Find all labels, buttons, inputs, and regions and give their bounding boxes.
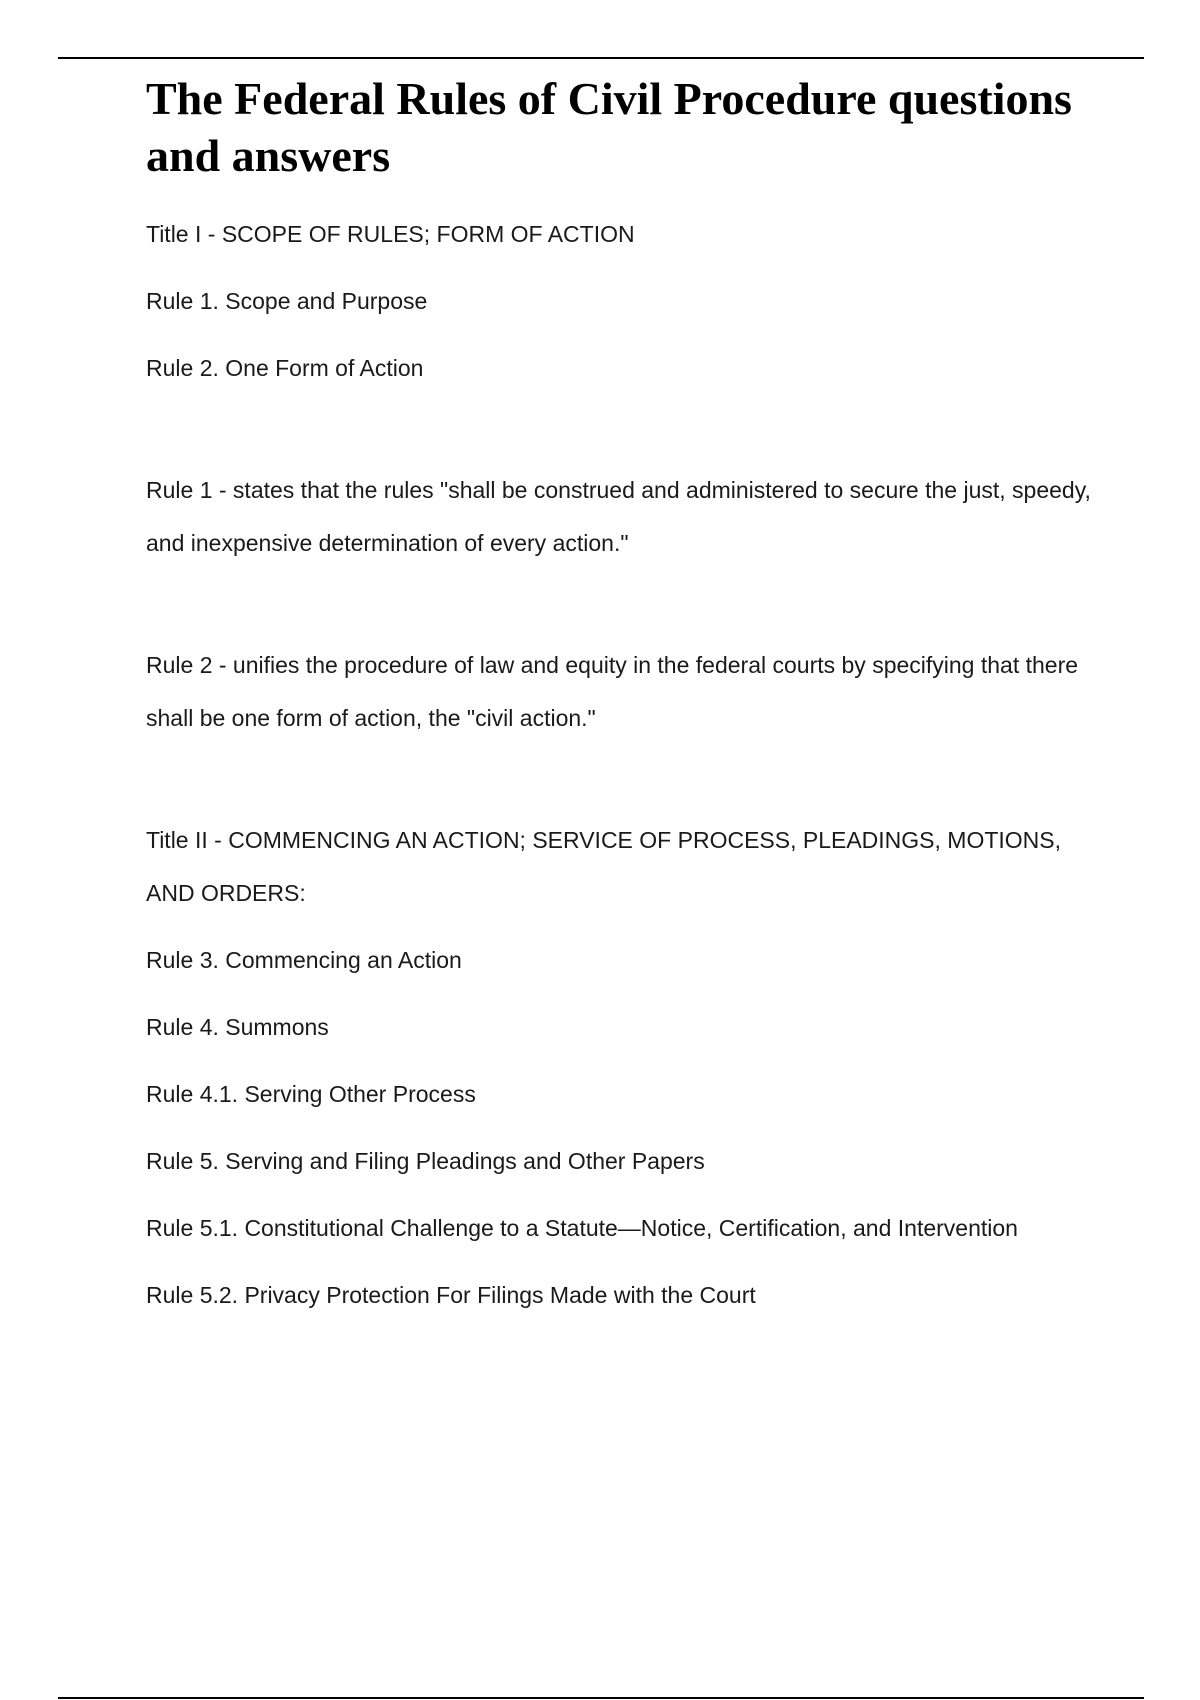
top-divider — [58, 57, 1144, 59]
rule-5-1-heading: Rule 5.1. Constitutional Challenge to a Statute—Notice, Certification, and Intervention — [146, 1215, 1018, 1241]
document-title: The Federal Rules of Civil Procedure questions and answers — [146, 73, 1072, 181]
title-one-heading: Title I - SCOPE OF RULES; FORM OF ACTION — [146, 221, 635, 247]
rule-5-2-heading: Rule 5.2. Privacy Protection For Filings Made with the Court — [146, 1282, 756, 1308]
bottom-divider — [58, 1697, 1144, 1699]
rule-4-1-heading: Rule 4.1. Serving Other Process — [146, 1081, 476, 1107]
rule-5-heading: Rule 5. Serving and Filing Pleadings and Other Papers — [146, 1148, 705, 1174]
rule-1-heading: Rule 1. Scope and Purpose — [146, 288, 428, 314]
rule-4-heading: Rule 4. Summons — [146, 1014, 329, 1040]
rule-2-explanation: Rule 2 - unifies the procedure of law and equity in the federal courts by specifying that there shall be one form of action, the "civil action." — [146, 652, 1079, 731]
rule-3-heading: Rule 3. Commencing an Action — [146, 947, 462, 973]
rule-1-explanation: Rule 1 - states that the rules "shall be construed and administered to secure the just, speedy, and inexpensive determination of every action." — [146, 477, 1091, 556]
title-two-heading: Title II - COMMENCING AN ACTION; SERVICE OF PROCESS, PLEADINGS, MOTIONS, AND ORDERS: — [146, 827, 1062, 906]
document-body — [146, 70, 1106, 1336]
rule-2-heading: Rule 2. One Form of Action — [146, 355, 424, 381]
